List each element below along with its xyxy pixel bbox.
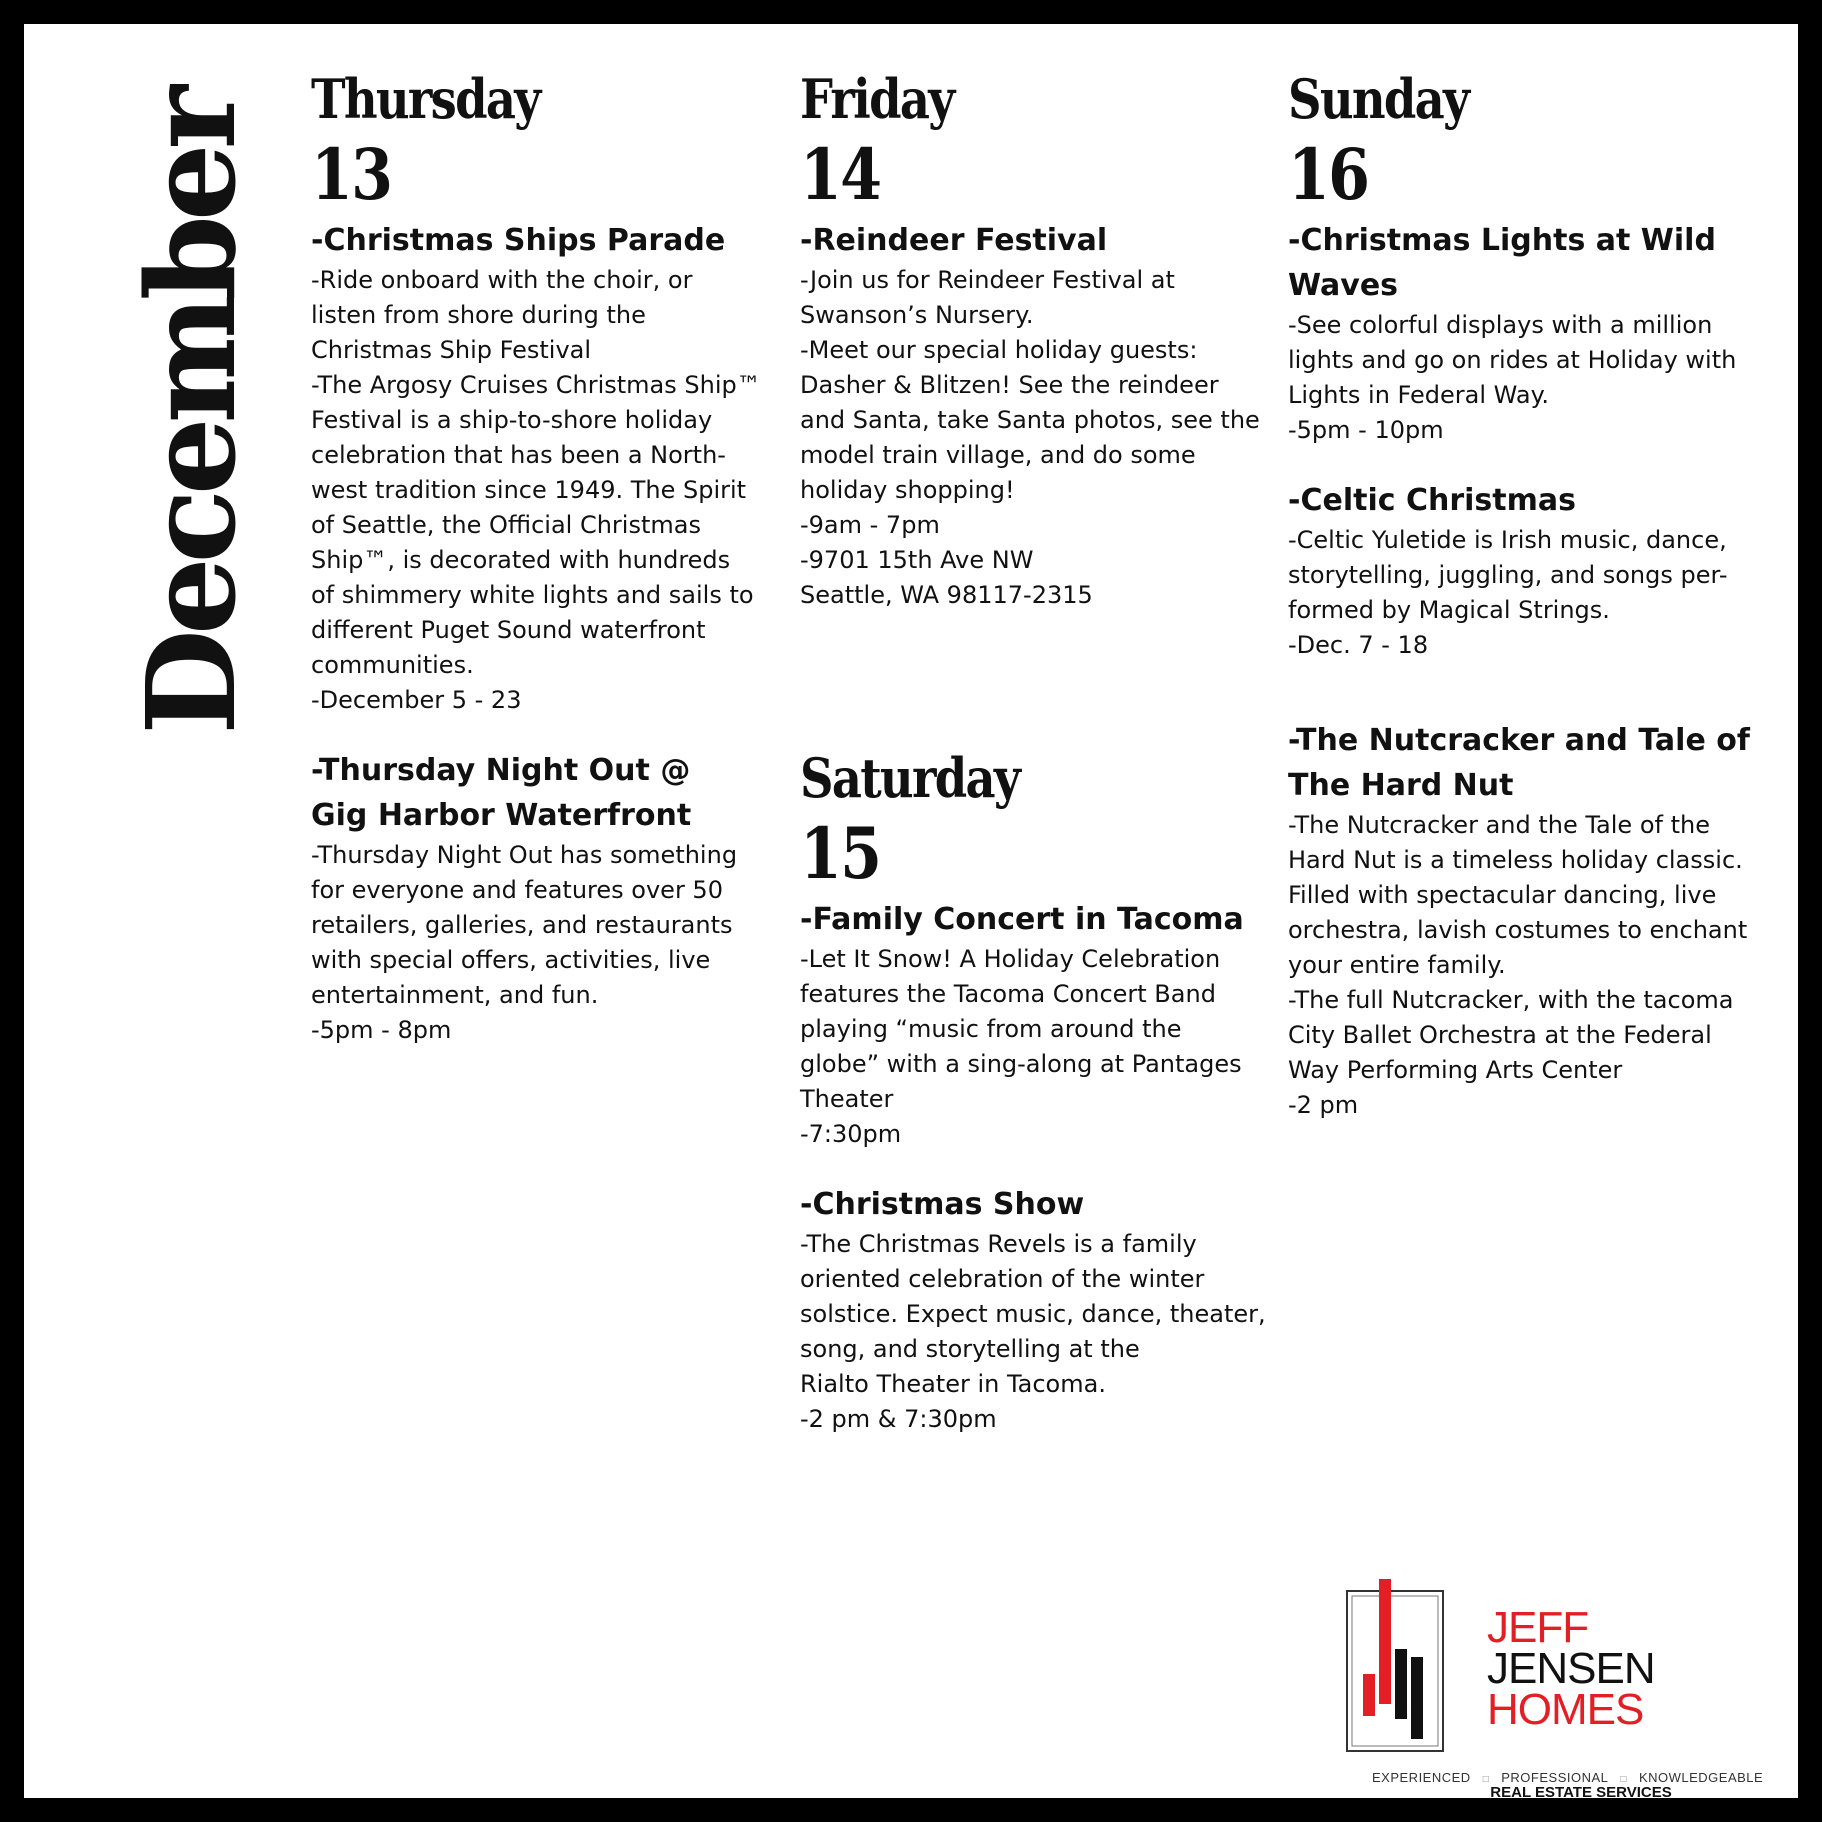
event-christmas-show <box>800 1182 1266 1437</box>
brand-name <box>1487 1603 1655 1734</box>
event-line: Filled with spectacular dancing, live <box>1288 881 1717 909</box>
event-line: -See colorful displays with a million <box>1288 311 1713 339</box>
event-line: -The Argosy Cruises Christmas Ship™ <box>311 371 761 399</box>
event-line: entertainment, and fun. <box>311 981 599 1009</box>
brand-tagline: EXPERIENCED □ PROFESSIONAL □ KNOWLEDGEABLE <box>1372 1770 1764 1785</box>
event-celtic-christmas <box>1288 478 1768 663</box>
event-line: -The Nutcracker and the Tale of the <box>1288 811 1710 839</box>
event-line: Hard Nut is a timeless holiday classic. <box>1288 846 1743 874</box>
event-title: The Hard Nut <box>1288 768 1514 803</box>
event-line: Way Performing Arts Center <box>1288 1056 1623 1084</box>
event-title: -Christmas Show <box>800 1187 1085 1222</box>
day-date: 13 <box>311 133 392 216</box>
event-christmas-ships-parade <box>311 218 761 718</box>
event-christmas-lights-wild-waves <box>1288 218 1768 448</box>
event-line: -Ride onboard with the choir, or <box>311 266 693 294</box>
event-line: orchestra, lavish costumes to enchant <box>1288 916 1748 944</box>
event-line: for everyone and features over 50 <box>311 876 723 904</box>
event-line: storytelling, juggling, and songs per- <box>1288 561 1728 589</box>
day-date: 14 <box>800 133 881 216</box>
event-line: and Santa, take Santa photos, see the <box>800 406 1260 434</box>
event-line: different Puget Sound waterfront <box>311 616 706 644</box>
event-line: formed by Magical Strings. <box>1288 596 1610 624</box>
event-line: retailers, galleries, and restaurants <box>311 911 733 939</box>
event-line: playing “music from around the <box>800 1015 1182 1043</box>
event-line: Christmas Ship Festival <box>311 336 592 364</box>
event-line: celebration that has been a North- <box>311 441 726 469</box>
event-line: globe” with a sing-along at Pantages <box>800 1050 1242 1078</box>
event-line: west tradition since 1949. The Spirit <box>311 476 747 504</box>
event-line: -Join us for Reindeer Festival at <box>800 266 1175 294</box>
day-name: Saturday <box>800 746 1020 810</box>
event-time: -2 pm & 7:30pm <box>800 1405 997 1433</box>
event-line: listen from shore during the <box>311 301 646 329</box>
event-line: with special offers, activities, live <box>311 946 711 974</box>
logo-mark-icon <box>1346 1579 1456 1759</box>
event-line: Theater <box>800 1085 894 1113</box>
event-line: -Meet our special holiday guests: <box>800 336 1198 364</box>
column-friday <box>800 66 1260 613</box>
event-title: -Reindeer Festival <box>800 223 1108 258</box>
event-address: Seattle, WA 98117-2315 <box>800 581 1093 609</box>
event-line: of Seattle, the Official Christmas <box>311 511 701 539</box>
event-title: Waves <box>1288 268 1399 303</box>
event-line: communities. <box>311 651 474 679</box>
event-line: Dasher & Blitzen! See the reindeer <box>800 371 1219 399</box>
event-line: -Let It Snow! A Holiday Celebration <box>800 945 1221 973</box>
day-name: Sunday <box>1288 67 1469 131</box>
event-line: of shimmery white lights and sails to <box>311 581 754 609</box>
brand-line-jensen: JENSEN <box>1487 1644 1655 1693</box>
column-saturday <box>800 745 1266 1437</box>
event-line: Rialto Theater in Tacoma. <box>800 1370 1106 1398</box>
month-title: December <box>119 91 263 735</box>
event-line: holiday shopping! <box>800 476 1015 504</box>
event-reindeer-festival <box>800 218 1260 613</box>
event-time: -2 pm <box>1288 1091 1359 1119</box>
event-line: Swanson’s Nursery. <box>800 301 1034 329</box>
day-name: Thursday <box>311 67 540 131</box>
event-line: model train village, and do some <box>800 441 1196 469</box>
event-title: -Christmas Lights at Wild <box>1288 223 1716 258</box>
company-logo <box>1346 1579 1786 1798</box>
event-line: Ship™, is decorated with hundreds <box>311 546 731 574</box>
brand-line-homes: HOMES <box>1487 1685 1644 1734</box>
event-line: lights and go on rides at Holiday with <box>1288 346 1737 374</box>
event-line: Lights in Federal Way. <box>1288 381 1549 409</box>
brand-services: REAL ESTATE SERVICES <box>1490 1784 1672 1798</box>
event-title: -Thursday Night Out @ <box>311 753 691 788</box>
event-line: your entire family. <box>1288 951 1506 979</box>
event-title: -Christmas Ships Parade <box>311 223 726 258</box>
day-date: 15 <box>800 812 881 895</box>
calendar-page <box>24 24 1798 1798</box>
event-address: -9701 15th Ave NW <box>800 546 1034 574</box>
event-line: -Celtic Yuletide is Irish music, dance, <box>1288 526 1727 554</box>
event-date-range: -December 5 - 23 <box>311 686 522 714</box>
event-line: -The full Nutcracker, with the tacoma <box>1288 986 1734 1014</box>
event-title: -Family Concert in Tacoma <box>800 902 1244 937</box>
column-thursday <box>311 66 761 1048</box>
event-time: -5pm - 8pm <box>311 1016 452 1044</box>
event-line: song, and storytelling at the <box>800 1335 1140 1363</box>
event-time: -9am - 7pm <box>800 511 940 539</box>
event-line: oriented celebration of the winter <box>800 1265 1205 1293</box>
event-line: -Thursday Night Out has something <box>311 841 738 869</box>
event-title: Gig Harbor Waterfront <box>311 798 692 833</box>
event-line: City Ballet Orchestra at the Federal <box>1288 1021 1712 1049</box>
brand-line-jeff: JEFF <box>1487 1603 1589 1652</box>
event-family-concert <box>800 897 1250 1152</box>
day-date: 16 <box>1288 133 1369 216</box>
event-nutcracker <box>1288 718 1768 1123</box>
event-thursday-night-out <box>311 748 761 1048</box>
event-line: features the Tacoma Concert Band <box>800 980 1216 1008</box>
event-time: -5pm - 10pm <box>1288 416 1444 444</box>
column-sunday <box>1288 66 1768 1123</box>
event-title: -The Nutcracker and Tale of <box>1288 723 1750 758</box>
event-title: -Celtic Christmas <box>1288 483 1576 518</box>
event-date-range: -Dec. 7 - 18 <box>1288 631 1429 659</box>
day-name: Friday <box>800 67 954 131</box>
event-line: solstice. Expect music, dance, theater, <box>800 1300 1266 1328</box>
event-line: Festival is a ship-to-shore holiday <box>311 406 713 434</box>
event-line: -The Christmas Revels is a family <box>800 1230 1197 1258</box>
event-time: -7:30pm <box>800 1120 902 1148</box>
